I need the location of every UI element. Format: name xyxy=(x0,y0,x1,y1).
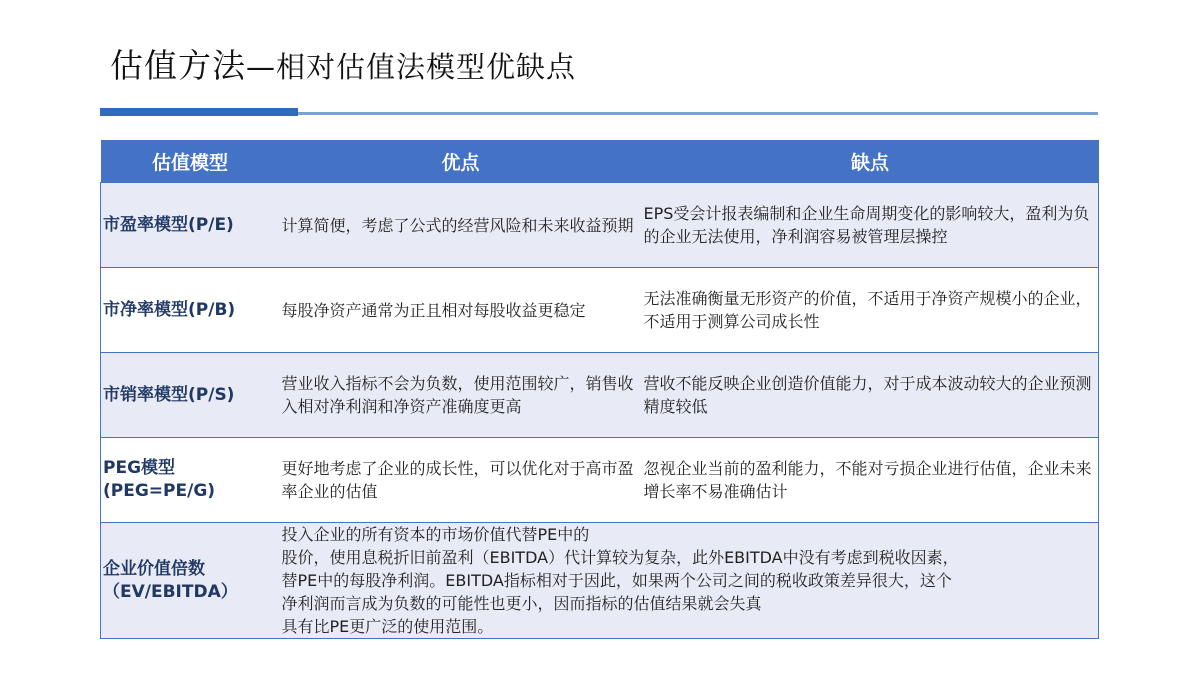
valuation-comparison-table xyxy=(100,140,1099,639)
pros-cell: 营业收入指标不会为负数，使用范围较广，销售收入相对净利润和净资产准确度更高 xyxy=(280,353,642,438)
title-main: 估值方法 xyxy=(110,46,246,85)
header-model: 估值模型 xyxy=(101,140,280,183)
table-row-ev-ebitda xyxy=(101,523,1099,639)
table-header-row xyxy=(101,140,1099,183)
table-row-peg xyxy=(101,438,1099,523)
title-sub: 相对估值法模型优缺点 xyxy=(276,50,577,84)
model-cell: 市销率模型(P/S) xyxy=(101,353,280,438)
pros-cell: 更好地考虑了企业的成长性，可以优化对于高市盈率企业的估值 xyxy=(280,438,642,523)
header-pros: 优点 xyxy=(280,140,642,183)
text-line: 净利润而言成为负数的可能性也更小，因而指标的估值结果就会失真 xyxy=(281,594,762,613)
model-cell: 市净率模型(P/B) xyxy=(101,268,280,353)
cons-cell: EPS受会计报表编制和企业生命周期变化的影响较大，盈利为负的企业无法使用，净利润容易被管理层操控 xyxy=(642,183,1099,268)
pros-cons-merged-cell xyxy=(280,523,1099,639)
model-cell: 市盈率模型(P/E) xyxy=(101,183,280,268)
slide-title xyxy=(110,40,576,87)
cons-cell: 营收不能反映企业创造价值能力，对于成本波动较大的企业预测精度较低 xyxy=(642,353,1099,438)
table-row-ps xyxy=(101,353,1099,438)
table-row-pe xyxy=(101,183,1099,268)
model-cell xyxy=(101,438,280,523)
cons-cell: 忽视企业当前的盈利能力，不能对亏损企业进行估值，企业未来增长率不易准确估计 xyxy=(642,438,1099,523)
model-name: 企业价值倍数 xyxy=(103,558,205,579)
title-underline-accent xyxy=(100,108,298,116)
model-formula: （EV/EBITDA） xyxy=(103,581,238,602)
model-cell xyxy=(101,523,280,639)
text-line: 替PE中的每股净利润。EBITDA指标相对于因此，如果两个公司之间的税收政策差异很大，这个 xyxy=(281,571,952,590)
model-name: PEG模型 xyxy=(103,458,176,478)
text-line: 投入企业的所有资本的市场价值代替PE中的 xyxy=(281,525,590,544)
pros-cell: 每股净资产通常为正且相对每股收益更稳定 xyxy=(280,268,642,353)
text-line: 股价，使用息税折旧前盈利（EBITDA）代计算较为复杂，此外EBITDA中没有考虑到税收因素， xyxy=(281,548,959,567)
pros-cell: 计算简便，考虑了公式的经营风险和未来收益预期 xyxy=(280,183,642,268)
table-row-pb xyxy=(101,268,1099,353)
header-cons: 缺点 xyxy=(642,140,1099,183)
title-dash: — xyxy=(246,50,276,84)
model-formula: (PEG=PE/G) xyxy=(103,481,216,501)
cons-cell: 无法准确衡量无形资产的价值，不适用于净资产规模小的企业，不适用于测算公司成长性 xyxy=(642,268,1099,353)
text-line: 具有比PE更广泛的使用范围。 xyxy=(281,617,494,636)
